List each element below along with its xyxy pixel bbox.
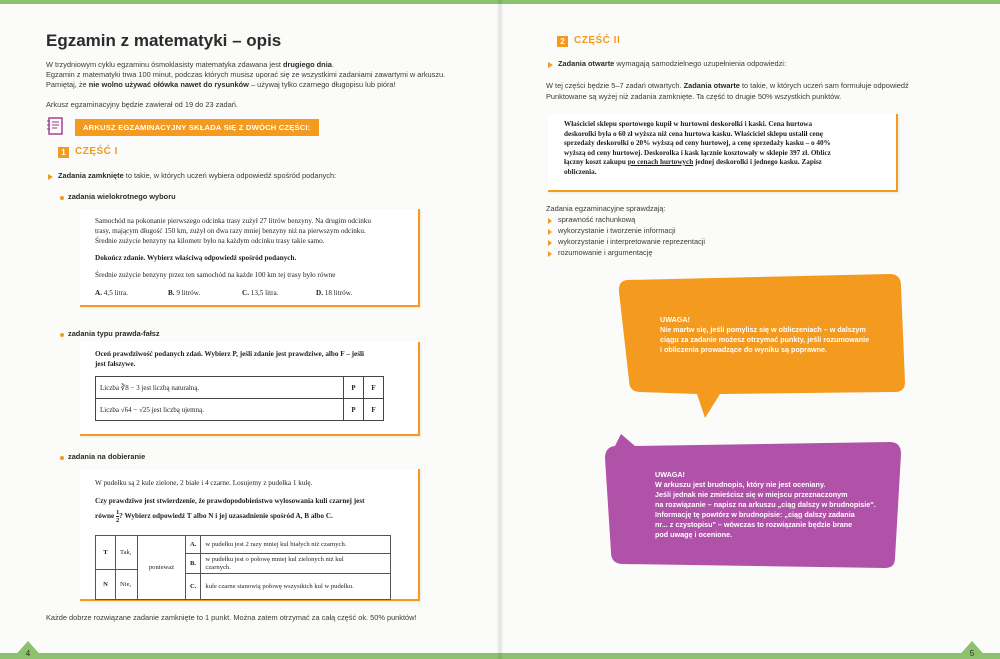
bullet-arrow-icon — [48, 174, 53, 180]
part-label: CZĘŚĆ II — [574, 35, 621, 46]
bullet-dot-icon — [60, 333, 64, 337]
uwaga-2-line-5: nr... z czystopisu" – wówczas to rozwiązanie będzie brane — [655, 520, 853, 529]
match-heading: zadania na dobieranie — [68, 452, 146, 461]
page-title: Egzamin z matematyki – opis — [46, 31, 282, 50]
match-line-3: równe $\frac{1}{2}$ ? Wybierz odpowiedź T albo N i jej uzasadnienie spośród A, B albo C. — [95, 509, 333, 524]
bullet-arrow-icon — [548, 229, 552, 235]
mc-question: Średnie zużycie benzyny przez ten samochód na każde 100 km tej trasy było równe — [95, 271, 336, 279]
open-task-line-1: Właściciel sklepu sportowego kupił w hurtowni deskorolki i kaski. Cena hurtowa — [564, 120, 813, 128]
match-a-option[interactable]: A. — [186, 536, 201, 554]
match-c-text: kule czarne stanowią połowę wszystkich kul w pudełku. — [201, 574, 391, 600]
mc-heading: zadania wielokrotnego wyboru — [68, 192, 176, 201]
open-tasks-desc: Zadania otwarte wymagają samodzielnego uzupełnienia odpowiedzi: — [558, 59, 787, 68]
uwaga-1-line-2: ciągu za zadanie możesz otrzymać punkty, jeśli rozumowanie — [660, 335, 870, 344]
mc-line-1: Samochód na pokonanie pierwszego odcinka trasy zużył 27 litrów benzyny. Na drugim odcinku — [95, 217, 371, 225]
footer-band — [500, 653, 1000, 659]
page-number: 4 — [25, 649, 31, 658]
bullet-arrow-icon — [548, 62, 553, 68]
uwaga-1-line-1: Nie martw się, jeśli pomylisz się w obliczeniach – w dalszym — [660, 325, 866, 334]
match-poniewaz: ponieważ — [138, 536, 186, 600]
mc-option-d: D. 18 litrów. — [316, 289, 353, 297]
open-task-line-5: łączny koszt zakupu po cenach hurtowych jednej deskorolki i jednego kasku. Zapisz — [564, 158, 822, 166]
match-n-option[interactable]: N — [96, 570, 116, 600]
check-item-3: wykorzystanie i interpretowanie reprezentacji — [558, 237, 706, 246]
intro-line-4: Arkusz egzaminacyjny będzie zawierał od 19 do 23 zadań. — [46, 100, 238, 109]
uwaga-2-line-2: Jeśli jednak nie zmieścisz się w miejscu przeznaczonym — [655, 490, 848, 499]
uwaga-1-title: UWAGA! — [660, 315, 690, 324]
tf-table — [95, 376, 384, 421]
notebook-icon — [46, 116, 66, 136]
mc-option-c: C. 13,5 litra. — [242, 289, 279, 297]
tf-p-option-1[interactable]: P — [344, 377, 364, 399]
check-item-1: sprawność rachunkową — [558, 215, 636, 224]
mc-line-3: Średnie zużycie benzyny na kilometr było na każdym odcinku trasy takie samo. — [95, 237, 325, 245]
page-number: 5 — [969, 649, 975, 658]
part-label: CZĘŚĆ I — [75, 146, 118, 157]
tf-statement-2: Liczba √64 − √25 jest liczbą ujemną. — [96, 399, 344, 421]
part2-para-1: W tej części będzie 5–7 zadań otwartych. Zadania otwarte to takie, w których uczeń sam formułuje odpowiedź — [546, 81, 909, 90]
match-tak-label: Tak, — [116, 536, 138, 570]
tf-f-option-1[interactable]: F — [364, 377, 384, 399]
tf-row-1 — [96, 377, 384, 399]
mc-task-box — [80, 209, 420, 307]
match-line-2: Czy prawdziwe jest stwierdzenie, że prawdopodobieństwo wylosowania kuli czarnej jest — [95, 497, 365, 505]
match-line-1: W pudełku są 2 kule zielone, 2 białe i 4 czarne. Losujemy z pudełka 1 kulę. — [95, 479, 313, 487]
section-banner: ARKUSZ EGZAMINACYJNY SKŁADA SIĘ Z DWÓCH CZĘŚCI: — [75, 119, 319, 136]
tf-statement-1: Liczba ∛8 − 3 jest liczbą naturalną. — [96, 377, 344, 399]
uwaga-2-line-4: Informację tę powtórz w brudnopisie: „ciąg dalszy zadania — [655, 510, 855, 519]
intro-line-3: Pamiętaj, że nie wolno używać ołówka nawet do rysunków – używaj tylko czarnego długopisu lub pióra! — [46, 80, 396, 89]
bullet-dot-icon — [60, 196, 64, 200]
part2-para-2: Punktowane są wyżej niż zadania zamknięte. Ta część to drugie 50% wszystkich punktów. — [546, 92, 842, 101]
mc-line-2: trasy, mającym długość 150 km, zużył on dwa razy mniej benzyny niż na pierwszym odcinku. — [95, 227, 366, 235]
book-gutter — [497, 0, 503, 659]
uwaga-1-line-3: i obliczenia prowadzące do wyniku są poprawne. — [660, 345, 827, 354]
uwaga-2-line-6: pod uwagę i ocenione. — [655, 530, 733, 539]
match-table — [95, 535, 391, 600]
closed-points-note: Każde dobrze rozwiązane zadanie zamknięte to 1 punkt. Można zatem otrzymać za całą część ok. 50% punktów! — [46, 613, 417, 622]
check-item-2: wykorzystanie i tworzenie informacji — [558, 226, 676, 235]
open-task-line-6: obliczenia. — [564, 167, 597, 176]
tf-heading: zadania typu prawda-fałsz — [68, 329, 160, 338]
mc-instruction: Dokończ zdanie. Wybierz właściwą odpowiedź spośród podanych. — [95, 254, 297, 262]
closed-tasks-desc: Zadania zamknięte to takie, w których uczeń wybiera odpowiedź spośród podanych: — [58, 171, 337, 180]
bullet-arrow-icon — [548, 251, 552, 257]
fraction: $\frac{1}{2}$ — [115, 509, 120, 524]
right-page — [500, 0, 1000, 659]
bullet-arrow-icon — [548, 240, 552, 246]
tf-row-2 — [96, 399, 384, 421]
match-b-text: w pudełku jest o połowę mniej kul zielonych niż kul czarnych. — [201, 554, 391, 574]
bullet-arrow-icon — [548, 218, 552, 224]
check-item-4: rozumowanie i argumentację — [558, 248, 653, 257]
tf-instruction-2: jest fałszywe. — [95, 360, 136, 368]
match-a-text: w pudełku jest 2 razy mniej kul białych niż czarnych. — [201, 536, 391, 554]
match-t-option[interactable]: T — [96, 536, 116, 570]
tf-f-option-2[interactable]: F — [364, 399, 384, 421]
bullet-dot-icon — [60, 456, 64, 460]
match-b-option[interactable]: B. — [186, 554, 201, 574]
mc-option-a: A. 4,5 litra. — [95, 289, 128, 297]
part-number-badge: 1 — [58, 147, 69, 158]
match-nie-label: Nie, — [116, 570, 138, 600]
open-task-box — [548, 114, 898, 192]
uwaga-2-line-3: na rozwiązanie – napisz na arkuszu „ciąg dalszy w brudnopisie". — [655, 500, 876, 509]
open-task-line-2: deskorolki była o 60 zł wyższa niż cena hurtowa kasku. Właściciel sklepu ustalił cenę — [564, 129, 823, 138]
footer-band — [0, 653, 500, 659]
uwaga-2-title: UWAGA! — [655, 470, 685, 479]
match-c-option[interactable]: C. — [186, 574, 201, 600]
open-task-line-4: wyższą od ceny hurtowej. Deskorolka i kask łącznie kosztowały w sklepie 397 zł. Oblicz — [564, 148, 831, 157]
tf-task-box — [80, 342, 420, 436]
tf-instruction-1: Oceń prawdziwość podanych zdań. Wybierz P, jeśli zdanie jest prawdziwe, albo F – jeśli — [95, 350, 364, 358]
intro-line-2: Egzamin z matematyki trwa 100 minut, podczas których musisz uporać się ze wszystkimi zadaniami zawartymi w arkuszu. — [46, 70, 446, 79]
checks-heading: Zadania egzaminacyjne sprawdzają: — [546, 204, 666, 213]
intro-line-1: W trzydniowym cyklu egzaminu ósmoklasisty matematyka zdawana jest drugiego dnia. — [46, 60, 334, 69]
tf-p-option-2[interactable]: P — [344, 399, 364, 421]
uwaga-2-line-1: W arkuszu jest brudnopis, który nie jest oceniany. — [655, 480, 826, 489]
part-number-badge: 2 — [557, 36, 568, 47]
mc-option-b: B. 9 litrów. — [168, 289, 201, 297]
open-task-line-3: sprzedaży deskorolki o 20% wyższą od ceny hurtowej, a cenę sprzedaży kasku – o 40% — [564, 139, 831, 147]
match-task-box — [80, 469, 420, 601]
